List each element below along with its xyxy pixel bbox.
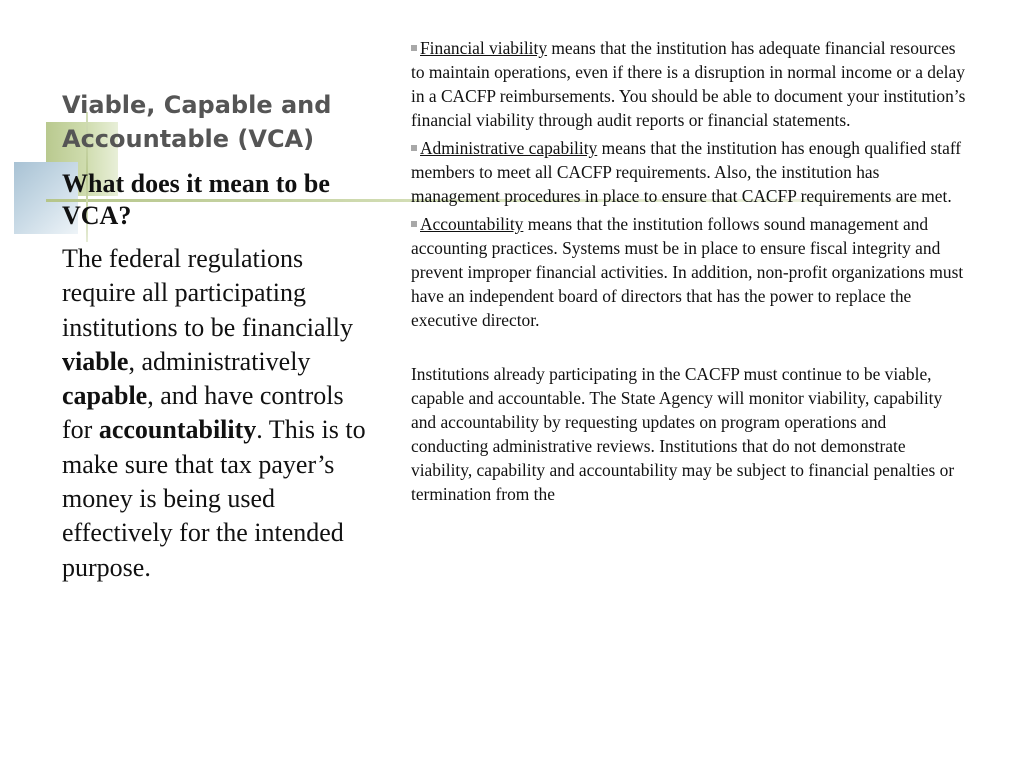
definition-accountability	[411, 212, 967, 332]
definition-administrative-capability	[411, 136, 967, 208]
definition-financial-viability	[411, 36, 967, 132]
slide-subtitle: What does it mean to be VCA?	[62, 169, 330, 230]
square-bullet-icon	[411, 221, 417, 227]
definition-term: Financial viability	[420, 38, 548, 58]
square-bullet-icon	[411, 45, 417, 51]
definition-term: Administrative capability	[420, 138, 598, 158]
keyword-viable: viable	[62, 346, 129, 376]
left-body-text-4: . This is to make sure that tax payer’s money is being used effectively for the intended purpose.	[62, 415, 366, 582]
keyword-accountability: accountability	[98, 415, 257, 445]
slide-title: Viable, Capable and Accountable (VCA)	[62, 91, 332, 153]
square-bullet-icon	[411, 145, 417, 151]
definition-text: means that the institution has enough qualified staff members to meet all CACFP requirements. Also, the institution has management procedures in place to ensure that CACFP requirements are met.	[411, 138, 962, 206]
keyword-capable: capable	[62, 381, 148, 411]
definition-text: means that the institution has adequate financial resources to maintain operations, even if there is a disruption in normal income or a delay in a CACFP reimbursements. You should be able to document your institution’s financial viability through audit reports or financial statements.	[411, 38, 966, 130]
definition-text: means that the institution follows sound management and accounting practices. Systems must be in place to ensure fiscal integrity and prevent improper financial activities. In addition, non-profit organizations must have an independent board of directors that has the power to replace the executive director.	[411, 214, 964, 330]
definition-term: Accountability	[420, 214, 524, 234]
left-body-text-1: The federal regulations require all participating institutions to be financially	[62, 244, 354, 342]
left-body-text-3: , and have controls for	[62, 381, 344, 445]
definitions-column	[411, 36, 967, 506]
left-body-text	[62, 242, 380, 585]
closing-paragraph: Institutions already participating in the CACFP must continue to be viable, capable and accountable. The State Agency will monitor viability, capability and accountability by requesting updates on program operations and conducting administrative reviews. Institutions that do not demonstrate viability, capability and accountability may be subject to financial penalties or termination from the	[411, 364, 955, 504]
left-body-text-2: , administratively	[128, 346, 311, 376]
